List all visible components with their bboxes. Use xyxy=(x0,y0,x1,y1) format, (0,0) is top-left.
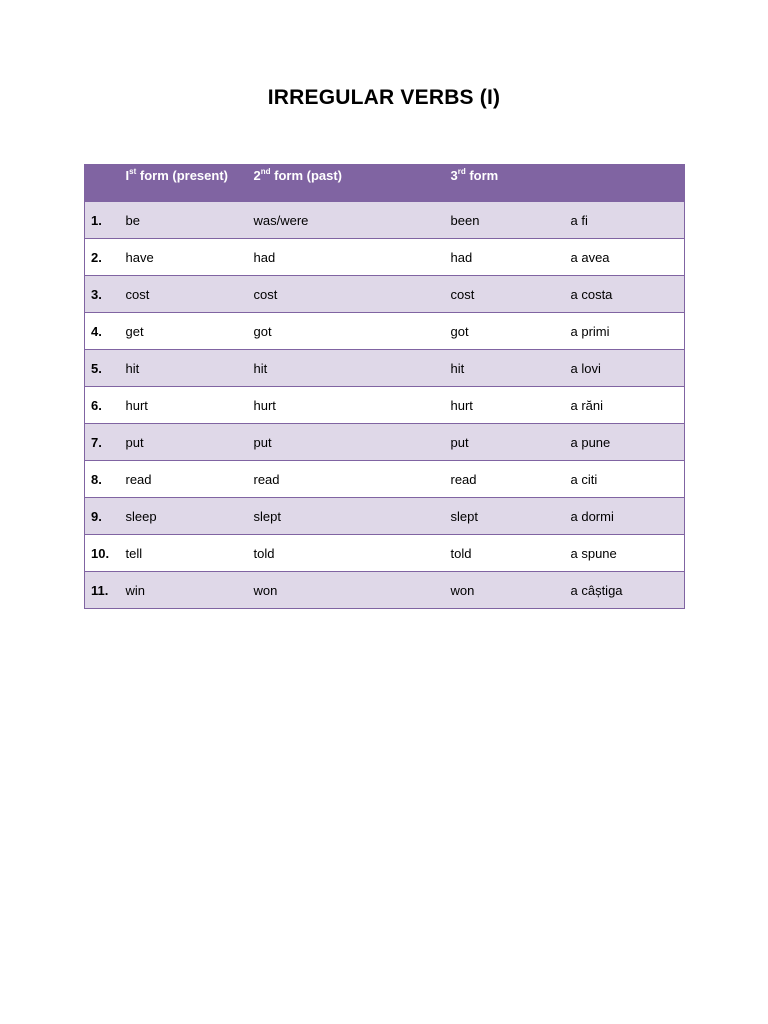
table-row xyxy=(85,498,685,535)
cell-participle: won xyxy=(450,583,475,598)
cell-present: have xyxy=(125,250,154,265)
table-row xyxy=(85,239,685,276)
row-number: 4. xyxy=(91,324,102,339)
cell-participle: hurt xyxy=(450,398,473,413)
cell-present: get xyxy=(125,324,144,339)
page-title: IRREGULAR VERBS (I) xyxy=(267,86,501,109)
cell-past: hurt xyxy=(253,398,276,413)
cell-past: slept xyxy=(253,509,281,524)
table-row xyxy=(85,461,685,498)
row-number: 3. xyxy=(91,287,102,302)
cell-past: read xyxy=(253,472,280,487)
cell-participle: got xyxy=(450,324,469,339)
cell-participle: read xyxy=(450,472,477,487)
table-row xyxy=(85,276,685,313)
row-number: 5. xyxy=(91,361,102,376)
cell-participle: been xyxy=(450,213,480,228)
cell-past: won xyxy=(253,583,278,598)
cell-translation: a citi xyxy=(570,472,598,487)
cell-translation: a costa xyxy=(570,287,613,302)
row-number: 7. xyxy=(91,435,102,450)
cell-past: told xyxy=(253,546,275,561)
cell-present: put xyxy=(125,435,144,450)
header-third-form: 3rd form xyxy=(450,167,499,183)
table-row xyxy=(85,424,685,461)
cell-translation: a avea xyxy=(570,250,610,265)
cell-participle: told xyxy=(450,546,472,561)
cell-past: was/were xyxy=(253,213,309,228)
cell-present: cost xyxy=(125,287,150,302)
header-second-form: 2nd form (past) xyxy=(253,167,343,183)
table-row xyxy=(85,313,685,350)
cell-participle: hit xyxy=(450,361,465,376)
cell-translation: a spune xyxy=(570,546,617,561)
cell-past: had xyxy=(253,250,276,265)
cell-participle: put xyxy=(450,435,469,450)
cell-past: got xyxy=(253,324,272,339)
row-number: 10. xyxy=(91,546,110,561)
row-number: 11. xyxy=(91,583,109,598)
row-number: 9. xyxy=(91,509,102,524)
cell-present: hurt xyxy=(125,398,148,413)
row-number: 2. xyxy=(91,250,102,265)
cell-present: be xyxy=(125,213,140,228)
cell-present: hit xyxy=(125,361,140,376)
cell-translation: a primi xyxy=(570,324,610,339)
cell-translation: a câștiga xyxy=(570,583,623,598)
table-header-row xyxy=(85,165,685,202)
cell-past: cost xyxy=(253,287,278,302)
irregular-verbs-table xyxy=(84,164,685,609)
cell-present: win xyxy=(125,583,146,598)
cell-past: put xyxy=(253,435,272,450)
cell-participle: slept xyxy=(450,509,478,524)
cell-present: sleep xyxy=(125,509,157,524)
cell-participle: had xyxy=(450,250,473,265)
cell-present: read xyxy=(125,472,152,487)
table-row xyxy=(85,202,685,239)
header-translation xyxy=(565,165,685,202)
table-row xyxy=(85,572,685,609)
cell-translation: a lovi xyxy=(570,361,601,376)
header-number xyxy=(85,165,120,202)
row-number: 8. xyxy=(91,472,102,487)
cell-participle: cost xyxy=(450,287,475,302)
row-number: 6. xyxy=(91,398,102,413)
cell-translation: a fi xyxy=(570,213,588,228)
cell-translation: a pune xyxy=(570,435,611,450)
cell-present: tell xyxy=(125,546,143,561)
table-row xyxy=(85,350,685,387)
header-first-form: Ist form (present) xyxy=(125,167,228,183)
cell-translation: a dormi xyxy=(570,509,614,524)
table-row xyxy=(85,535,685,572)
row-number: 1. xyxy=(91,213,102,228)
table-row xyxy=(85,387,685,424)
cell-translation: a răni xyxy=(570,398,604,413)
cell-past: hit xyxy=(253,361,268,376)
